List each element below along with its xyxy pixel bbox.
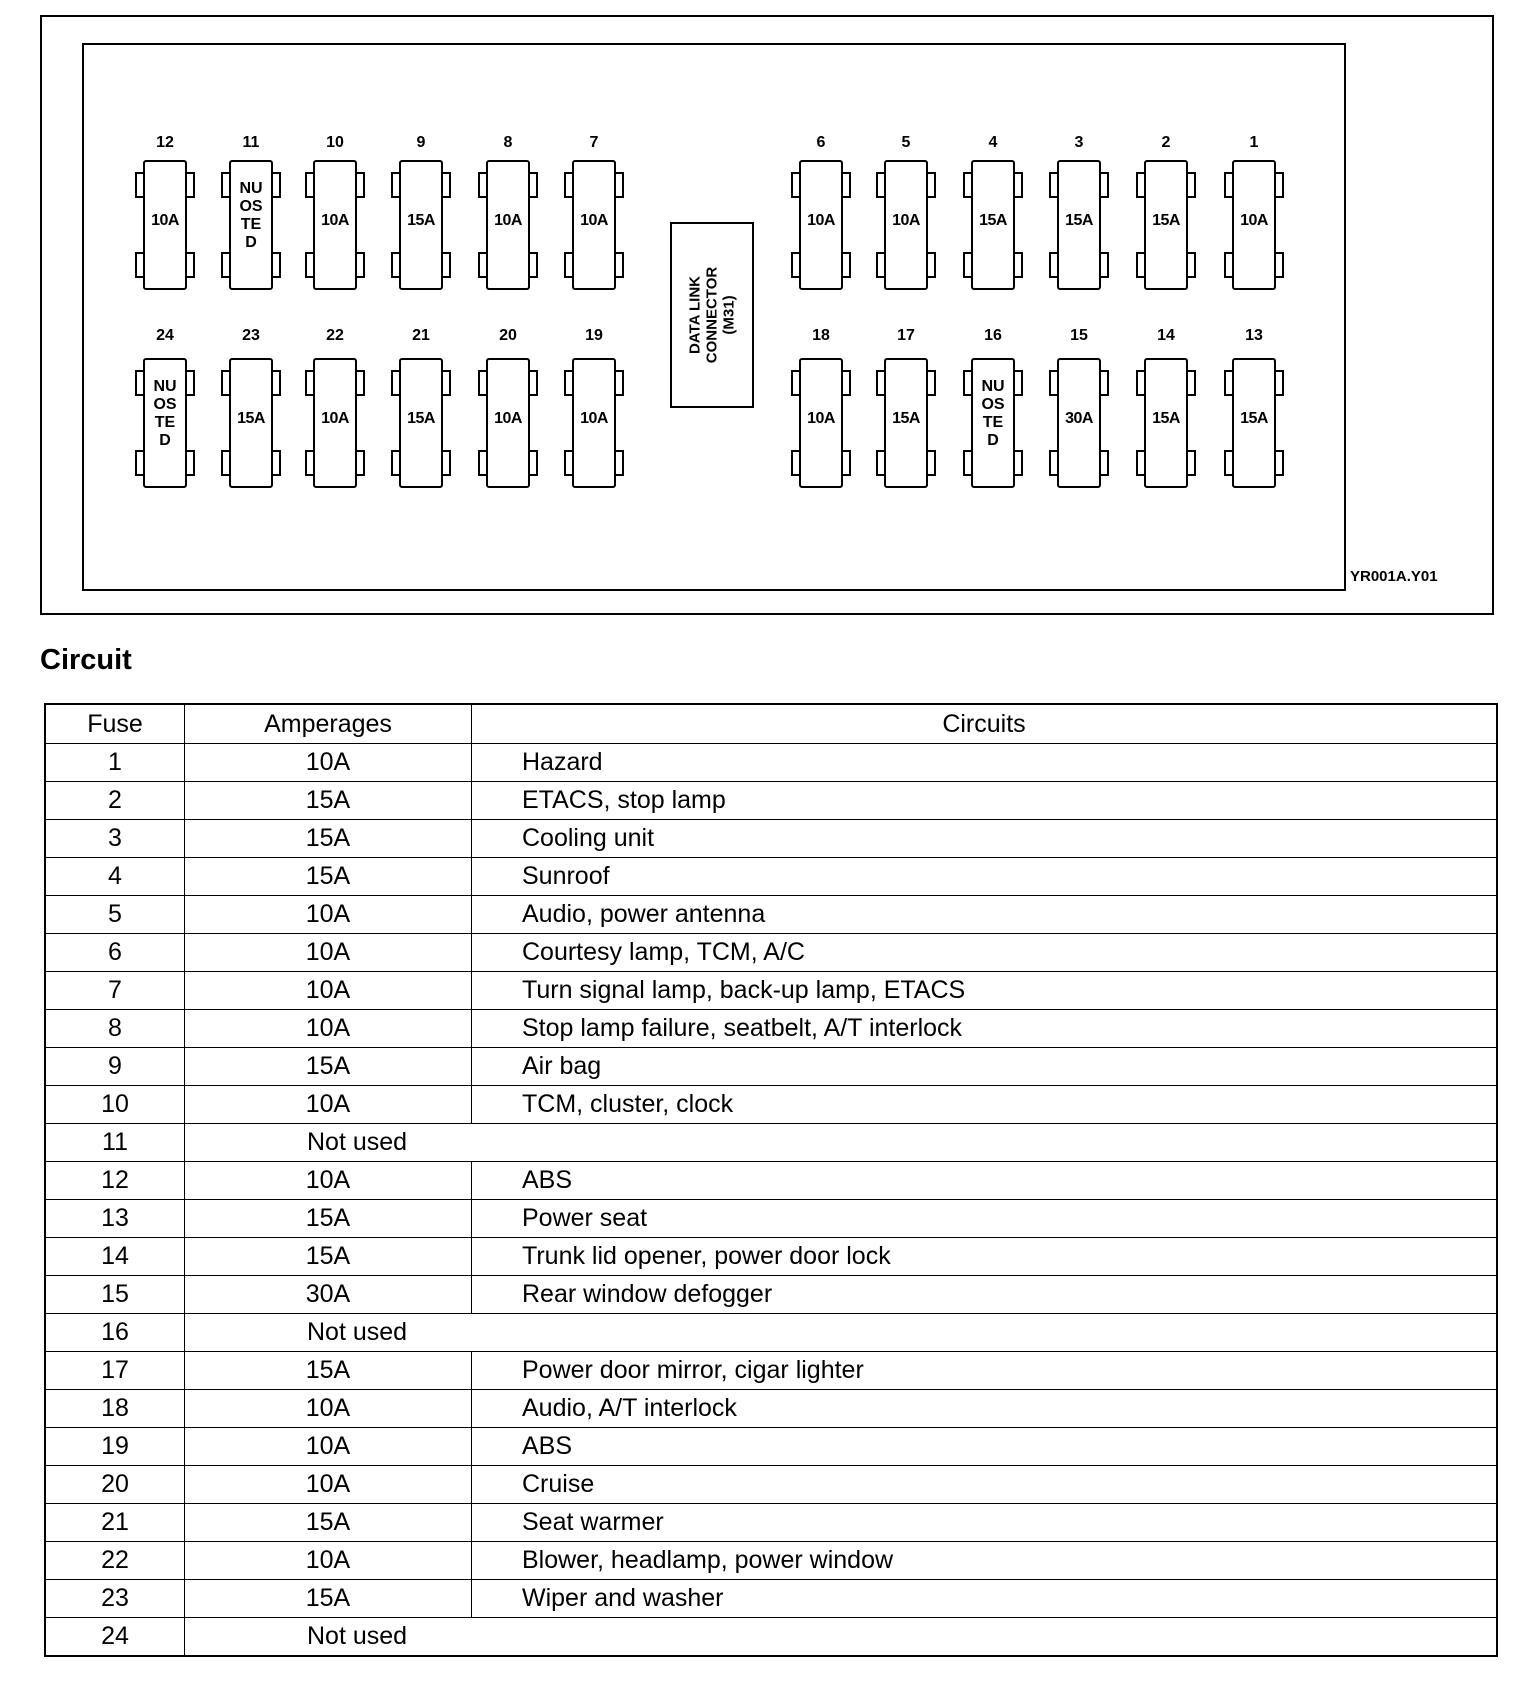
cell-amperage: 10A xyxy=(185,744,472,782)
diagram-code: YR001A.Y01 xyxy=(1350,568,1438,585)
fuse-terminal xyxy=(478,252,488,278)
fuse-terminal xyxy=(926,172,936,198)
data-link-connector-label xyxy=(687,230,738,400)
fuse-terminal xyxy=(564,172,574,198)
table-row xyxy=(45,1390,1497,1428)
cell-amperage: 10A xyxy=(185,896,472,934)
fuse xyxy=(1045,358,1113,490)
fuse-terminal xyxy=(1186,172,1196,198)
dlc-label-line-1: DATA LINK xyxy=(686,275,704,355)
cell-amperage: Not used xyxy=(185,1618,1498,1657)
fuse-terminal xyxy=(1013,450,1023,476)
fuse-terminal xyxy=(1274,252,1284,278)
cell-circuit: Stop lamp failure, seatbelt, A/T interlock xyxy=(472,1010,1498,1048)
fuse-terminal xyxy=(271,450,281,476)
cell-fuse: 11 xyxy=(45,1124,185,1162)
cell-fuse: 6 xyxy=(45,934,185,972)
fuse-terminal xyxy=(185,370,195,396)
fuse-terminal xyxy=(564,450,574,476)
table-row xyxy=(45,1352,1497,1390)
table-row xyxy=(45,1314,1497,1352)
cell-amperage: 15A xyxy=(185,1200,472,1238)
fuse-rating-label: 10A xyxy=(321,212,349,229)
cell-fuse: 5 xyxy=(45,896,185,934)
fuse-terminal xyxy=(305,172,315,198)
table-row xyxy=(45,1048,1497,1086)
table-row xyxy=(45,1504,1497,1542)
fuse-rating-label: 10A xyxy=(892,212,920,229)
cell-fuse: 18 xyxy=(45,1390,185,1428)
cell-amperage: 15A xyxy=(185,858,472,896)
cell-circuit: Hazard xyxy=(472,744,1498,782)
cell-amperage: 15A xyxy=(185,782,472,820)
dlc-label-line-3: (M31) xyxy=(720,295,738,335)
dlc-label-line-2: CONNECTOR xyxy=(703,266,721,364)
fuse xyxy=(1220,160,1288,292)
fuse-terminal xyxy=(528,252,538,278)
cell-circuit: Wiper and washer xyxy=(472,1580,1498,1618)
fuse xyxy=(387,358,455,490)
fuse-terminal xyxy=(1049,370,1059,396)
fuse-terminal xyxy=(1224,450,1234,476)
fuse xyxy=(787,160,855,292)
cell-fuse: 21 xyxy=(45,1504,185,1542)
table-row xyxy=(45,1086,1497,1124)
cell-fuse: 22 xyxy=(45,1542,185,1580)
fuse-terminal xyxy=(841,172,851,198)
fuse-terminal xyxy=(1013,370,1023,396)
fuse xyxy=(387,160,455,292)
fuse-unused-label: NU OS TE D xyxy=(981,378,1005,449)
fuse-terminal xyxy=(221,172,231,198)
fuse-terminal xyxy=(926,370,936,396)
fuse-terminal xyxy=(876,450,886,476)
fuse xyxy=(560,358,628,490)
fuse-number-label: 10 xyxy=(326,134,344,151)
fuse-terminal xyxy=(185,252,195,278)
fuse-terminal xyxy=(841,252,851,278)
fuse-terminal xyxy=(305,450,315,476)
cell-amperage: 15A xyxy=(185,1580,472,1618)
fuse-number-label: 20 xyxy=(499,327,517,344)
fuse-terminal xyxy=(926,252,936,278)
fuse-terminal xyxy=(564,252,574,278)
fuse-terminal xyxy=(135,172,145,198)
fuse-terminal xyxy=(355,172,365,198)
cell-fuse: 9 xyxy=(45,1048,185,1086)
fuse-rating-label: 15A xyxy=(407,212,435,229)
fuse-terminal xyxy=(185,172,195,198)
fuse-terminal xyxy=(564,370,574,396)
table-row xyxy=(45,1618,1497,1657)
cell-amperage: 10A xyxy=(185,1086,472,1124)
fuse xyxy=(1132,160,1200,292)
header-fuse: Fuse xyxy=(45,704,185,744)
fuse-terminal xyxy=(221,370,231,396)
cell-circuit: Power door mirror, cigar lighter xyxy=(472,1352,1498,1390)
cell-circuit: Power seat xyxy=(472,1200,1498,1238)
cell-fuse: 7 xyxy=(45,972,185,1010)
fuse-number-label: 15 xyxy=(1070,327,1088,344)
table-row xyxy=(45,934,1497,972)
fuse-terminal xyxy=(841,370,851,396)
fuse-rating-label: 15A xyxy=(1065,212,1093,229)
fuse-unused-label: NU OS TE D xyxy=(239,180,263,251)
table-row xyxy=(45,896,1497,934)
fuse-rating-label: 15A xyxy=(979,212,1007,229)
cell-fuse: 24 xyxy=(45,1618,185,1657)
fuse-number-label: 14 xyxy=(1157,327,1175,344)
cell-fuse: 19 xyxy=(45,1428,185,1466)
fuse-terminal xyxy=(1224,252,1234,278)
fuse-terminal xyxy=(1136,252,1146,278)
fuse xyxy=(1045,160,1113,292)
fuse-terminal xyxy=(791,370,801,396)
fuse-terminal xyxy=(305,370,315,396)
table-row xyxy=(45,1200,1497,1238)
fuse-rating-label: 15A xyxy=(407,410,435,427)
fuse-terminal xyxy=(1099,172,1109,198)
fuse-terminal xyxy=(271,172,281,198)
fuse xyxy=(1220,358,1288,490)
fuse-terminal xyxy=(1224,370,1234,396)
fuse-terminal xyxy=(614,370,624,396)
fuse-terminal xyxy=(528,370,538,396)
cell-circuit: Courtesy lamp, TCM, A/C xyxy=(472,934,1498,972)
fuse xyxy=(959,160,1027,292)
fuse-terminal xyxy=(963,172,973,198)
cell-circuit: Audio, A/T interlock xyxy=(472,1390,1498,1428)
fuse-terminal xyxy=(185,450,195,476)
cell-amperage: 15A xyxy=(185,1048,472,1086)
fuse-terminal xyxy=(791,252,801,278)
fuse-terminal xyxy=(271,370,281,396)
cell-circuit: Rear window defogger xyxy=(472,1276,1498,1314)
header-circuits: Circuits xyxy=(472,704,1498,744)
cell-fuse: 23 xyxy=(45,1580,185,1618)
table-row xyxy=(45,820,1497,858)
fuse-number-label: 23 xyxy=(242,327,260,344)
fuse-rating-label: 10A xyxy=(807,410,835,427)
cell-circuit: ETACS, stop lamp xyxy=(472,782,1498,820)
fuse-rating-label: 10A xyxy=(807,212,835,229)
cell-circuit: Trunk lid opener, power door lock xyxy=(472,1238,1498,1276)
fuse-terminal xyxy=(135,450,145,476)
cell-circuit: ABS xyxy=(472,1428,1498,1466)
fuse-number-label: 4 xyxy=(988,134,998,151)
cell-fuse: 16 xyxy=(45,1314,185,1352)
fuse-terminal xyxy=(1013,252,1023,278)
fuse-terminal xyxy=(305,252,315,278)
cell-amperage: Not used xyxy=(185,1314,1498,1352)
header-amperages: Amperages xyxy=(185,704,472,744)
fuse-number-label: 18 xyxy=(812,327,830,344)
fuse-terminal xyxy=(391,450,401,476)
table-row xyxy=(45,1428,1497,1466)
fuse-terminal xyxy=(1274,370,1284,396)
fuse-terminal xyxy=(221,252,231,278)
table-header-row xyxy=(45,704,1497,744)
cell-amperage: 10A xyxy=(185,934,472,972)
fuse-number-label: 8 xyxy=(503,134,513,151)
fuse xyxy=(1132,358,1200,490)
cell-amperage: 30A xyxy=(185,1276,472,1314)
fuse-rating-label: 15A xyxy=(1152,212,1180,229)
cell-circuit: Air bag xyxy=(472,1048,1498,1086)
fuse-rating-label: 10A xyxy=(151,212,179,229)
table-body xyxy=(45,744,1497,1657)
cell-fuse: 14 xyxy=(45,1238,185,1276)
fuse-terminal xyxy=(1099,252,1109,278)
fuse-terminal xyxy=(1099,370,1109,396)
fuse-terminal xyxy=(876,172,886,198)
table-row xyxy=(45,1542,1497,1580)
fuse xyxy=(872,358,940,490)
fuse-terminal xyxy=(391,252,401,278)
fuse-rating-label: 10A xyxy=(580,410,608,427)
cell-fuse: 8 xyxy=(45,1010,185,1048)
fuse-number-label: 6 xyxy=(816,134,826,151)
cell-fuse: 12 xyxy=(45,1162,185,1200)
cell-fuse: 13 xyxy=(45,1200,185,1238)
fuse-terminal xyxy=(355,370,365,396)
cell-amperage: 10A xyxy=(185,1390,472,1428)
cell-amperage: 10A xyxy=(185,1162,472,1200)
fuse-terminal xyxy=(876,370,886,396)
fuse xyxy=(959,358,1027,490)
cell-fuse: 15 xyxy=(45,1276,185,1314)
table-row xyxy=(45,1010,1497,1048)
fuse-terminal xyxy=(441,172,451,198)
fuse-number-label: 24 xyxy=(156,327,174,344)
fuse-terminal xyxy=(1013,172,1023,198)
circuit-table xyxy=(44,703,1498,1657)
fuse-rating-label: 10A xyxy=(580,212,608,229)
fuse-terminal xyxy=(1186,252,1196,278)
table-row xyxy=(45,1580,1497,1618)
cell-fuse: 1 xyxy=(45,744,185,782)
cell-fuse: 2 xyxy=(45,782,185,820)
fuse-terminal xyxy=(135,252,145,278)
section-title: Circuit xyxy=(40,644,132,676)
fuse-rating-label: 15A xyxy=(1152,410,1180,427)
fuse-terminal xyxy=(1274,172,1284,198)
cell-circuit: TCM, cluster, clock xyxy=(472,1086,1498,1124)
table-row xyxy=(45,972,1497,1010)
cell-circuit: Turn signal lamp, back-up lamp, ETACS xyxy=(472,972,1498,1010)
fuse-unused-label: NU OS TE D xyxy=(153,378,177,449)
fuse-terminal xyxy=(1136,370,1146,396)
fuse-terminal xyxy=(478,172,488,198)
cell-amperage: 10A xyxy=(185,972,472,1010)
fuse xyxy=(301,358,369,490)
fuse-number-label: 2 xyxy=(1161,134,1171,151)
fuse-terminal xyxy=(926,450,936,476)
cell-circuit: Cooling unit xyxy=(472,820,1498,858)
fuse xyxy=(217,160,285,292)
cell-amperage: 10A xyxy=(185,1010,472,1048)
fuse xyxy=(787,358,855,490)
cell-circuit: Blower, headlamp, power window xyxy=(472,1542,1498,1580)
fuse-terminal xyxy=(135,370,145,396)
fuse-terminal xyxy=(841,450,851,476)
table-row xyxy=(45,858,1497,896)
cell-amperage: 15A xyxy=(185,820,472,858)
fuse-terminal xyxy=(441,252,451,278)
cell-fuse: 4 xyxy=(45,858,185,896)
cell-amperage: 15A xyxy=(185,1352,472,1390)
fuse-terminal xyxy=(1099,450,1109,476)
cell-circuit: Sunroof xyxy=(472,858,1498,896)
cell-fuse: 3 xyxy=(45,820,185,858)
cell-amperage: 15A xyxy=(185,1504,472,1542)
cell-fuse: 10 xyxy=(45,1086,185,1124)
fuse-terminal xyxy=(1136,172,1146,198)
fuse-terminal xyxy=(1224,172,1234,198)
fuse-number-label: 13 xyxy=(1245,327,1263,344)
fuse-rating-label: 10A xyxy=(321,410,349,427)
cell-circuit: Audio, power antenna xyxy=(472,896,1498,934)
fuse-number-label: 3 xyxy=(1074,134,1084,151)
fuse-terminal xyxy=(1049,450,1059,476)
table-row xyxy=(45,1238,1497,1276)
fuse-terminal xyxy=(391,370,401,396)
fuse-rating-label: 10A xyxy=(494,410,522,427)
fuse-terminal xyxy=(1186,370,1196,396)
fuse-terminal xyxy=(355,252,365,278)
cell-fuse: 17 xyxy=(45,1352,185,1390)
fuse-terminal xyxy=(478,370,488,396)
fuse xyxy=(217,358,285,490)
cell-amperage: 10A xyxy=(185,1542,472,1580)
table-row xyxy=(45,1124,1497,1162)
fuse-terminal xyxy=(271,252,281,278)
fuse-number-label: 22 xyxy=(326,327,344,344)
fuse-number-label: 9 xyxy=(416,134,426,151)
fuse-number-label: 11 xyxy=(242,134,260,151)
table-row xyxy=(45,1162,1497,1200)
fuse xyxy=(301,160,369,292)
cell-circuit: Cruise xyxy=(472,1466,1498,1504)
fuse-terminal xyxy=(1274,450,1284,476)
fuse-number-label: 7 xyxy=(589,134,599,151)
fuse-terminal xyxy=(614,252,624,278)
fuse-number-label: 16 xyxy=(984,327,1002,344)
fuse-number-label: 17 xyxy=(897,327,915,344)
fuse-number-label: 12 xyxy=(156,134,174,151)
fuse xyxy=(560,160,628,292)
cell-amperage: 10A xyxy=(185,1428,472,1466)
fuse-terminal xyxy=(1136,450,1146,476)
cell-amperage: 15A xyxy=(185,1238,472,1276)
fuse-number-label: 5 xyxy=(901,134,911,151)
cell-circuit: Seat warmer xyxy=(472,1504,1498,1542)
fuse-terminal xyxy=(441,450,451,476)
fuse-terminal xyxy=(963,450,973,476)
fuse xyxy=(131,160,199,292)
fuse-terminal xyxy=(528,172,538,198)
fuse-terminal xyxy=(1049,252,1059,278)
cell-amperage: 10A xyxy=(185,1466,472,1504)
table-row xyxy=(45,782,1497,820)
cell-circuit: ABS xyxy=(472,1162,1498,1200)
fuse-terminal xyxy=(528,450,538,476)
fuse-number-label: 19 xyxy=(585,327,603,344)
fuse-terminal xyxy=(791,172,801,198)
fuse-rating-label: 15A xyxy=(1240,410,1268,427)
fuse-terminal xyxy=(876,252,886,278)
fuse-rating-label: 10A xyxy=(494,212,522,229)
fuse-rating-label: 15A xyxy=(237,410,265,427)
data-link-connector xyxy=(670,222,754,408)
fuse-terminal xyxy=(478,450,488,476)
fuse-terminal xyxy=(1049,172,1059,198)
fuse-number-label: 1 xyxy=(1249,134,1259,151)
table-row xyxy=(45,744,1497,782)
fuse-terminal xyxy=(614,450,624,476)
fuse-rating-label: 15A xyxy=(892,410,920,427)
fuse-number-label: 21 xyxy=(412,327,430,344)
fuse-terminal xyxy=(221,450,231,476)
cell-amperage: Not used xyxy=(185,1124,1498,1162)
fuse-terminal xyxy=(441,370,451,396)
fuse xyxy=(474,358,542,490)
table-row xyxy=(45,1276,1497,1314)
fuse xyxy=(474,160,542,292)
fuse-terminal xyxy=(963,370,973,396)
fuse xyxy=(131,358,199,490)
fuse-terminal xyxy=(963,252,973,278)
fuse-terminal xyxy=(791,450,801,476)
fuse-terminal xyxy=(391,172,401,198)
table-row xyxy=(45,1466,1497,1504)
fuse-terminal xyxy=(355,450,365,476)
fuse-rating-label: 10A xyxy=(1240,212,1268,229)
fuse-terminal xyxy=(614,172,624,198)
fuse-rating-label: 30A xyxy=(1065,410,1093,427)
cell-fuse: 20 xyxy=(45,1466,185,1504)
fuse xyxy=(872,160,940,292)
fuse-terminal xyxy=(1186,450,1196,476)
